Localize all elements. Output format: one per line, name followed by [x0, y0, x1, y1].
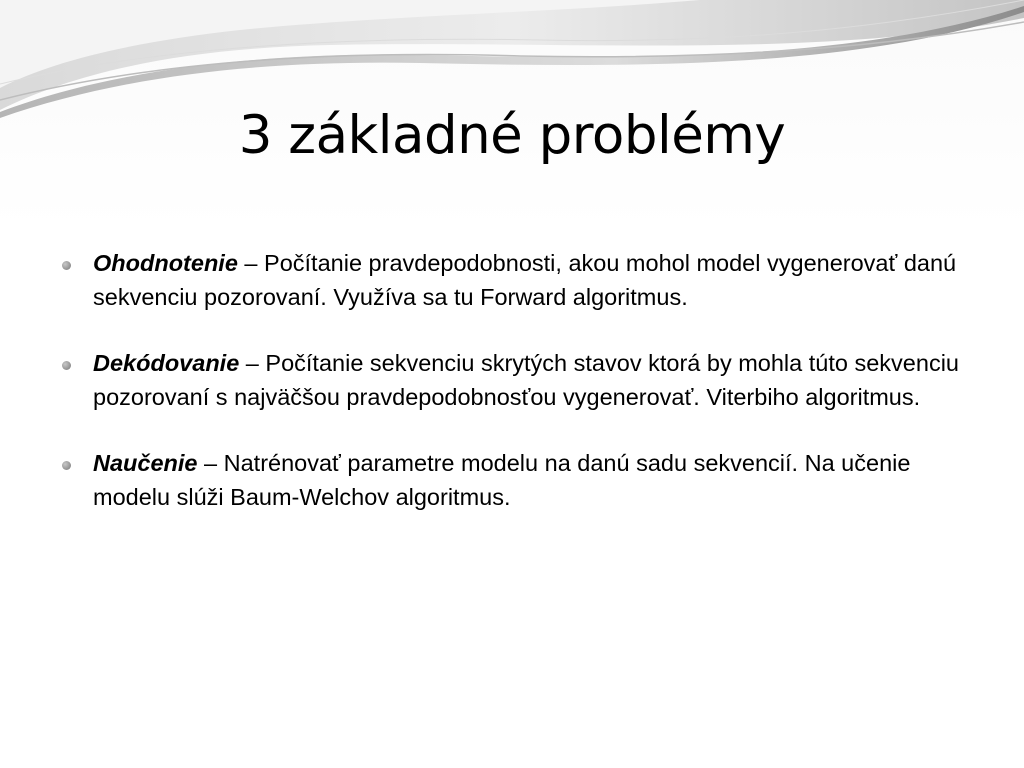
bullet-list	[62, 246, 962, 546]
bullet-item-learning	[62, 446, 962, 514]
bullet-item-decoding	[62, 346, 962, 414]
bullet-dot-icon	[62, 361, 71, 370]
slide-title: 3 základné problémy	[238, 105, 786, 166]
bullet-text: – Natrénovať parametre modelu na danú sadu sekvencií. Na učenie modelu slúži Baum-Welchov algoritmus.	[93, 450, 911, 510]
bullet-text: – Počítanie sekvenciu skrytých stavov ktorá by mohla túto sekvenciu pozorovaní s najväčšou pravdepodobnosťou vygenerovať. Viterbiho algoritmus.	[93, 350, 959, 410]
bullet-dot-icon	[62, 261, 71, 270]
bullet-text: – Počítanie pravdepodobnosti, akou mohol model vygenerovať danú sekvenciu pozorovaní. Využíva sa tu Forward algoritmus.	[93, 250, 957, 310]
bullet-term: Ohodnotenie	[93, 250, 238, 276]
bullet-term: Dekódovanie	[93, 350, 240, 376]
bullet-item-evaluation	[62, 246, 962, 314]
bullet-term: Naučenie	[93, 450, 198, 476]
bullet-dot-icon	[62, 461, 71, 470]
